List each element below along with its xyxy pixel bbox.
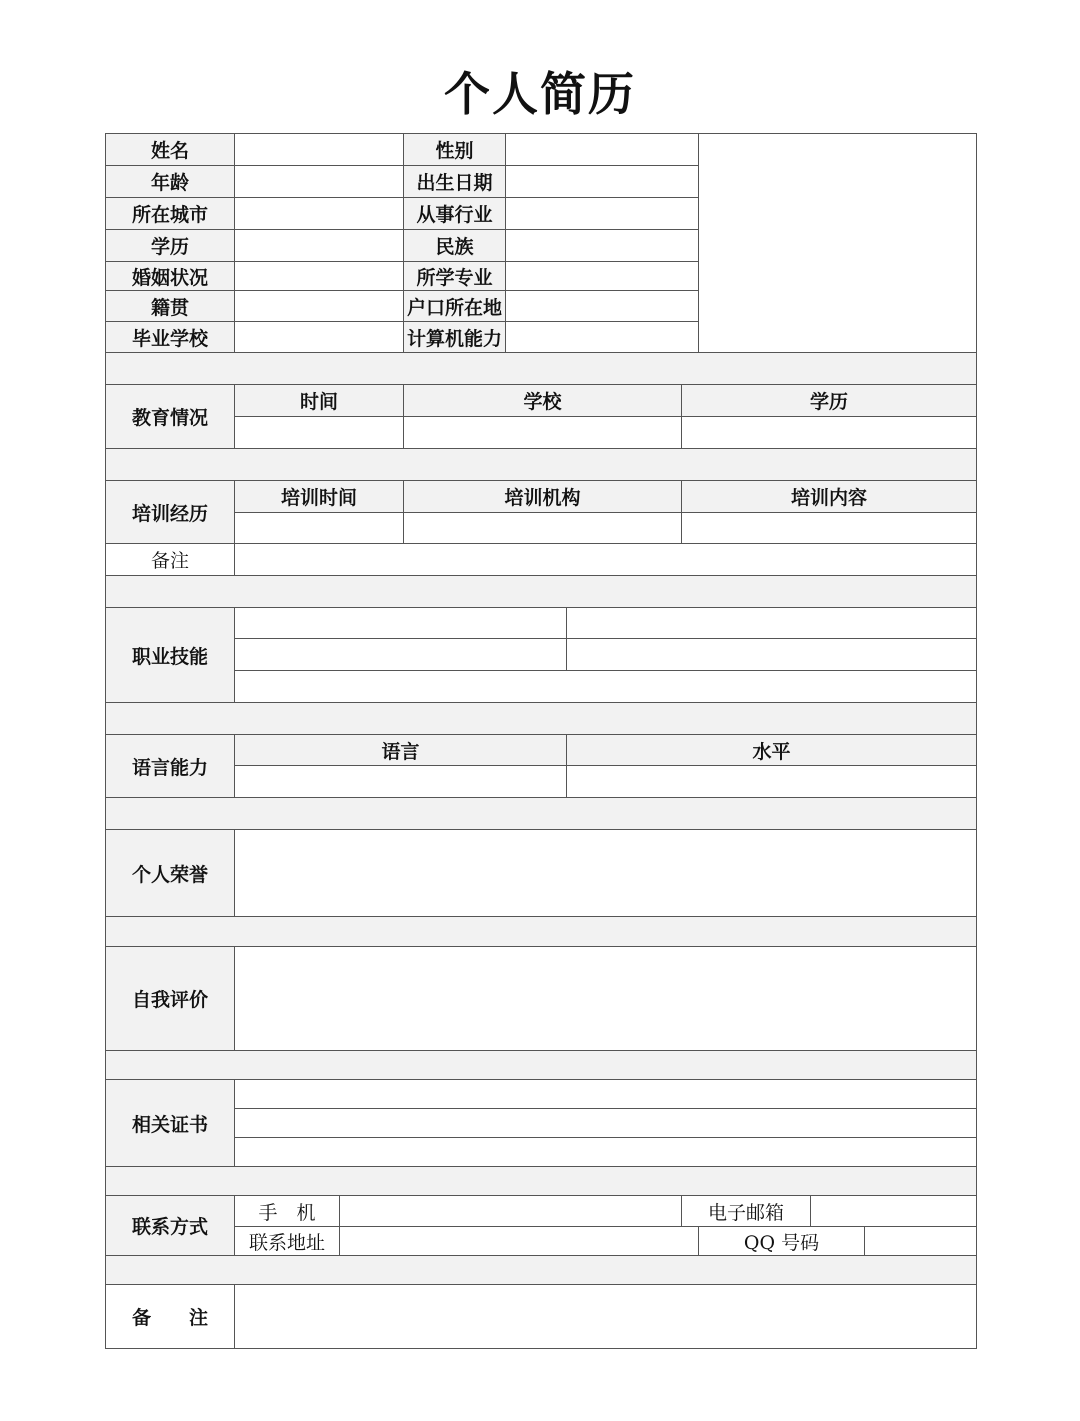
section-spacer [106,449,977,481]
training-header-content: 培训内容 [682,481,977,513]
label-skills: 职业技能 [106,608,235,703]
field-major[interactable] [506,262,699,291]
education-header-degree: 学历 [682,385,977,417]
field-hometown[interactable] [235,291,404,322]
certificates-field[interactable] [235,1080,977,1109]
field-age[interactable] [235,166,404,198]
label-address: 联系地址 [235,1227,340,1256]
training-field-note[interactable] [235,544,977,576]
label-age: 年龄 [106,166,235,198]
label-education-level: 学历 [106,230,235,262]
language-field-language[interactable] [235,766,567,798]
label-computer-skills: 计算机能力 [404,322,506,353]
label-education: 教育情况 [106,385,235,449]
section-spacer [106,798,977,830]
label-language: 语言能力 [106,735,235,798]
contact-field-address[interactable] [340,1227,699,1256]
education-header-time: 时间 [235,385,404,417]
label-ethnicity: 民族 [404,230,506,262]
self-evaluation-field[interactable] [235,947,977,1051]
honors-field[interactable] [235,830,977,917]
label-city: 所在城市 [106,198,235,230]
language-field-level[interactable] [567,766,977,798]
label-industry: 从事行业 [404,198,506,230]
label-training-note: 备注 [106,544,235,576]
education-field-time[interactable] [235,417,404,449]
section-spacer [106,576,977,608]
label-phone: 手 机 [235,1196,340,1227]
section-spacer [106,1167,977,1196]
language-header-language: 语言 [235,735,567,766]
label-certificates: 相关证书 [106,1080,235,1167]
certificates-field[interactable] [235,1138,977,1167]
resume-table [105,133,977,1349]
language-header-level: 水平 [567,735,977,766]
education-field-degree[interactable] [682,417,977,449]
training-field-institution[interactable] [404,513,682,544]
label-household-registration: 户口所在地 [404,291,506,322]
certificates-field[interactable] [235,1109,977,1138]
field-household-registration[interactable] [506,291,699,322]
skills-field[interactable] [235,639,567,671]
field-industry[interactable] [506,198,699,230]
skills-field[interactable] [567,639,977,671]
remarks-field[interactable] [235,1285,977,1349]
contact-field-phone[interactable] [340,1196,682,1227]
section-spacer [106,353,977,385]
skills-field[interactable] [567,608,977,639]
label-name: 姓名 [106,134,235,166]
training-field-content[interactable] [682,513,977,544]
label-training: 培训经历 [106,481,235,544]
field-education-level[interactable] [235,230,404,262]
label-major: 所学专业 [404,262,506,291]
training-field-time[interactable] [235,513,404,544]
contact-field-email[interactable] [811,1196,977,1227]
training-header-institution: 培训机构 [404,481,682,513]
label-remarks: 备 注 [106,1285,235,1349]
section-spacer [106,703,977,735]
label-self-evaluation: 自我评价 [106,947,235,1051]
field-city[interactable] [235,198,404,230]
page-title: 个人简历 [444,67,636,121]
section-spacer [106,1051,977,1080]
label-marital-status: 婚姻状况 [106,262,235,291]
field-name[interactable] [235,134,404,166]
label-qq: QQ 号码 [699,1227,865,1256]
label-hometown: 籍贯 [106,291,235,322]
photo-box[interactable] [699,134,977,353]
training-header-time: 培训时间 [235,481,404,513]
label-honors: 个人荣誉 [106,830,235,917]
field-graduation-school[interactable] [235,322,404,353]
skills-field[interactable] [235,671,977,703]
field-birthdate[interactable] [506,166,699,198]
skills-field[interactable] [235,608,567,639]
field-marital-status[interactable] [235,262,404,291]
label-graduation-school: 毕业学校 [106,322,235,353]
field-ethnicity[interactable] [506,230,699,262]
label-birthdate: 出生日期 [404,166,506,198]
field-gender[interactable] [506,134,699,166]
education-field-school[interactable] [404,417,682,449]
education-header-school: 学校 [404,385,682,417]
label-contact: 联系方式 [106,1196,235,1256]
contact-field-qq[interactable] [865,1227,977,1256]
label-email: 电子邮箱 [682,1196,811,1227]
section-spacer [106,1256,977,1285]
label-gender: 性别 [404,134,506,166]
section-spacer [106,917,977,947]
field-computer-skills[interactable] [506,322,699,353]
